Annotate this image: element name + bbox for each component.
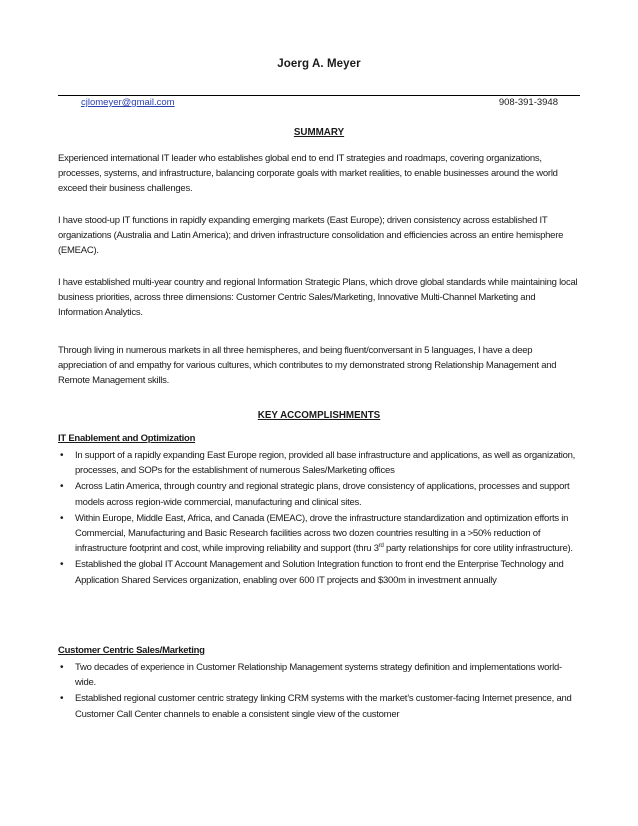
section-title-it-enablement: IT Enablement and Optimization — [58, 433, 196, 444]
list-item: • Established the global IT Account Management and Solution Integration function to front end the Enterprise Technology and Application Shared Services organization, enabling over 600 IT projects and $300m in investment annually — [58, 557, 578, 587]
summary-paragraph-1: Experienced international IT leader who establishes global end to end IT strategies and roadmaps, covering organizations, processes, systems, and infrastructure, balancing corporate goals with market realities, to enable businesses around the world exceed their business challenges. — [58, 153, 558, 195]
it-enablement-list — [58, 448, 578, 589]
list-item: • Within Europe, Middle East, Africa, and Canada (EMEAC), drove the infrastructure standardization and optimization efforts in Commercial, Manufacturing and Basic Research facilities across two dozen countries resulting in a >50% reduction of infrastructure footprint and cost, while improving reliability and support (thru 3rd party relationships for core utility infrastructure). — [58, 511, 578, 557]
phone-number: 908-391-3948 — [498, 97, 558, 108]
contact-bar — [58, 95, 580, 112]
email-link[interactable]: cjlomeyer@gmail.com — [81, 97, 175, 108]
list-item: • In support of a rapidly expanding East Europe region, provided all base infrastructure and applications, as well as organization, processes, and SOPs for the establishment of numerous Sales/Marketing offices — [58, 448, 578, 478]
list-item: • Across Latin America, through country and regional strategic plans, drove consistency of applications, processes and support models across region-wide commercial, manufacturing and clinical sites. — [58, 479, 578, 509]
summary-paragraph-3: I have established multi-year country and regional Information Strategic Plans, which drove global standards while maintaining local business priorities, across three dimensions: Customer Centric Sales/Marketing, Innovative Multi-Channel Marketing and Information Analytics. — [58, 277, 578, 319]
summary-paragraph-2: I have stood-up IT functions in rapidly expanding emerging markets (East Europe); driven consistency across established IT organizations (Australia and Latin America); and driven infrastructure consolidation and efficiencies across an entire hemisphere (EMEAC). — [58, 215, 564, 257]
summary-heading: SUMMARY — [293, 127, 345, 138]
list-item: • Established regional customer centric strategy linking CRM systems with the market’s customer-facing Internet presence, and Customer Call Center channels to enable a consistent single view of the customer — [58, 691, 578, 721]
customer-centric-list — [58, 660, 578, 723]
summary-paragraph-4: Through living in numerous markets in all three hemispheres, and being fluent/conversant in 5 languages, I have a deep appreciation of and empathy for various cultures, which contributes to my demonstrated strong Relationship Management and Remote Management skills. — [58, 345, 557, 387]
accomplishments-heading: KEY ACCOMPLISHMENTS — [257, 410, 381, 421]
candidate-name: Joerg A. Meyer — [277, 58, 361, 70]
list-item: • Two decades of experience in Customer Relationship Management systems strategy definition and implementations world-wide. — [58, 660, 578, 690]
section-title-customer-centric: Customer Centric Sales/Marketing — [58, 645, 205, 656]
